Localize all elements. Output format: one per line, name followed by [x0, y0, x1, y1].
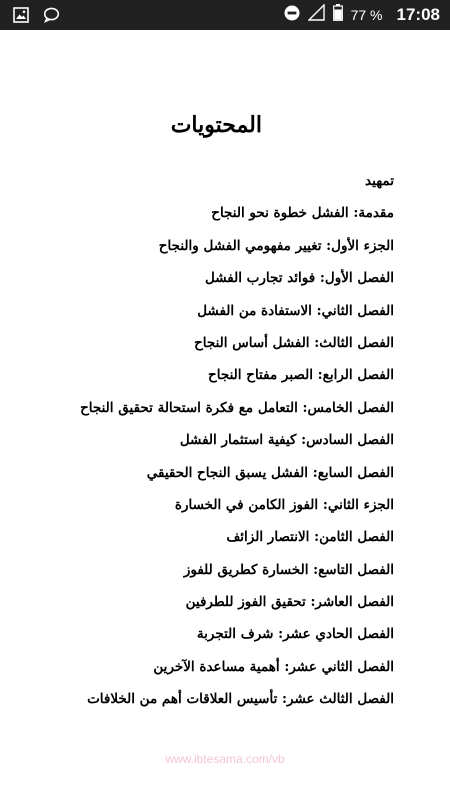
toc-item: مقدمة: الفشل خطوة نحو النجاح	[211, 205, 394, 222]
toc-item: تمهيد	[365, 173, 394, 189]
table-of-contents	[80, 165, 394, 716]
battery-icon	[333, 4, 343, 26]
toc-item: الجزء الثاني: الفوز الكامن في الخسارة	[174, 496, 394, 513]
status-bar	[0, 0, 450, 30]
toc-item: الجزء الأول: تغيير مفهومي الفشل والنجاح	[158, 237, 394, 254]
toc-item: الفصل التاسع: الخسارة كطريق للفوز	[183, 561, 394, 578]
watermark-url: www.ibtesama.com/vb	[165, 752, 285, 766]
dnd-icon	[284, 5, 300, 26]
signal-icon	[308, 4, 325, 26]
battery-percent: 77 %	[350, 7, 383, 23]
toc-item: الفصل الرابع: الصبر مفتاح النجاح	[208, 367, 394, 384]
system-indicators	[284, 0, 440, 30]
book-page[interactable]	[0, 30, 450, 800]
toc-item: الفصل الثاني: الاستفادة من الفشل	[197, 302, 394, 319]
chat-bubble-icon	[43, 7, 60, 28]
toc-item: الفصل العاشر: تحقيق الفوز للطرفين	[185, 594, 394, 611]
toc-item: الفصل الثامن: الانتصار الزائف	[226, 529, 394, 546]
toc-item: الفصل السادس: كيفية استثمار الفشل	[179, 432, 394, 449]
page-title: المحتويات	[170, 112, 262, 138]
toc-item: الفصل السابع: الفشل يسبق النجاح الحقيقي	[146, 464, 394, 481]
toc-item: الفصل الأول: فوائد تجارب الفشل	[205, 270, 394, 287]
notification-icons	[13, 7, 60, 28]
toc-item: الفصل الثاني عشر: أهمية مساعدة الآخرين	[153, 658, 394, 675]
toc-item: الفصل الثالث: الفشل أساس النجاح	[194, 334, 394, 351]
toc-item: الفصل الحادي عشر: شرف التجربة	[196, 626, 394, 643]
toc-item: الفصل الخامس: التعامل مع فكرة استحالة تحقيق النجاح	[80, 399, 394, 416]
image-icon	[13, 7, 29, 28]
clock: 17:08	[396, 5, 440, 24]
toc-item: الفصل الثالث عشر: تأسيس العلاقات أهم من الخلافات	[87, 691, 394, 708]
